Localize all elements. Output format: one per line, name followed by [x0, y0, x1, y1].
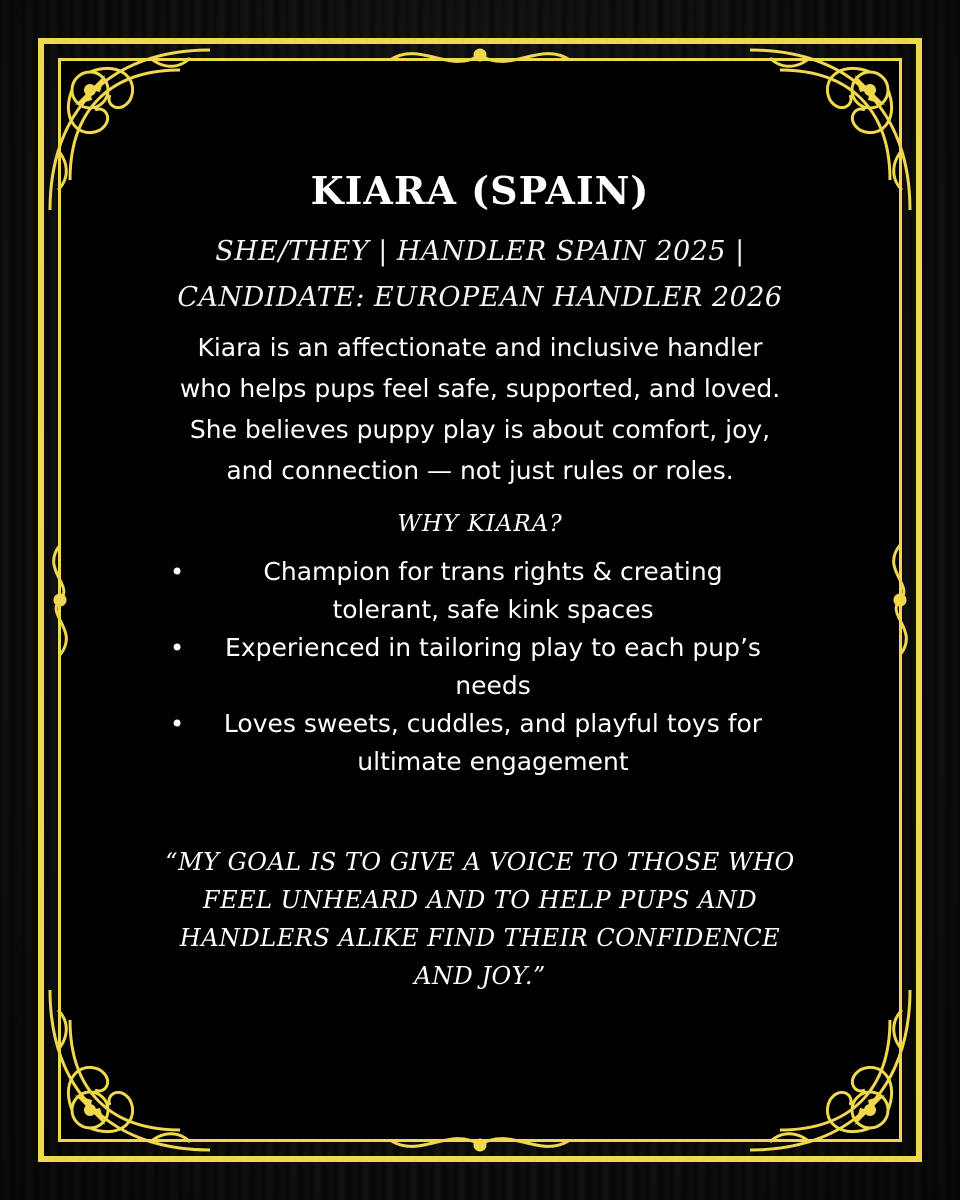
bullet-icon: •: [170, 558, 185, 586]
reason-text: Loves sweets, cuddles, and playful toys for ultimate engagement: [223, 709, 763, 776]
list-item: [170, 629, 790, 705]
top-center-flourish-icon: [380, 40, 580, 80]
subtitle-line-2: CANDIDATE: EUROPEAN HANDLER 2026: [177, 282, 783, 313]
corner-ornament-bottom-right-icon: [730, 970, 930, 1170]
subtitle-line-1: SHE/THEY | HANDLER SPAIN 2025 |: [215, 236, 745, 267]
reasons-list: [170, 553, 790, 781]
list-item: [170, 705, 790, 781]
bullet-icon: •: [170, 634, 185, 662]
left-side-flourish-icon: [40, 540, 80, 660]
why-heading: WHY KIARA?: [397, 511, 563, 537]
corner-ornament-bottom-left-icon: [30, 970, 230, 1170]
quote: “MY GOAL IS TO GIVE A VOICE TO THOSE WHO FEEL UNHEARD AND TO HELP PUPS AND HANDLERS ALIKE FIND THEIR CONFIDENCE AND JOY.”: [165, 848, 795, 990]
bullet-icon: •: [170, 710, 185, 738]
reason-text: Champion for trans rights & creating tolerant, safe kink spaces: [263, 557, 723, 624]
reason-text: Experienced in tailoring play to each pup’s needs: [225, 633, 761, 700]
right-side-flourish-icon: [880, 540, 920, 660]
profile-content: [120, 160, 840, 995]
bottom-center-flourish-icon: [380, 1120, 580, 1160]
list-item: [170, 553, 790, 629]
candidate-name: KIARA (SPAIN): [310, 168, 650, 213]
bio-paragraph: Kiara is an affectionate and inclusive handler who helps pups feel safe, supported, and loved. She believes puppy play is about comfort, joy, and connection — not just rules or roles.: [179, 333, 781, 485]
